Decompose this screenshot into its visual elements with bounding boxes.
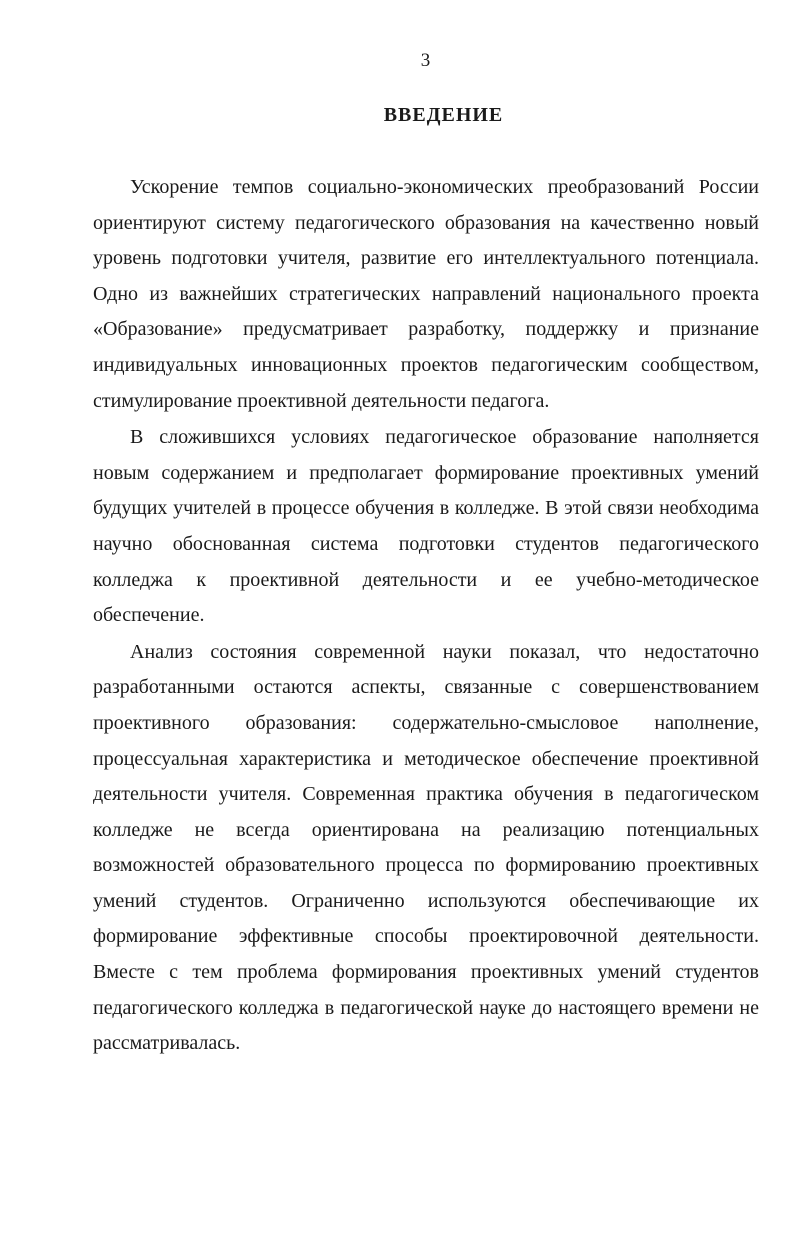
section-title: ВВЕДЕНИЕ xyxy=(383,104,504,126)
paragraph-1: Ускорение темпов социально-экономических преобразований России ориентируют систему педагогического образования на качественно новый уровень подготовки учителя, развитие его интеллектуального потенциала. Одно из важнейших стратегических направлений национального проекта «Образование» предусматривает разработку, поддержку и признание индивидуальных инновационных проектов педагогическим сообществом, стимулирование проективной деятельности педагога. xyxy=(93,176,759,412)
body-text xyxy=(93,170,759,1062)
page-number: 3 xyxy=(420,50,431,71)
paragraph-3: Анализ состояния современной науки показал, что недостаточно разработанными остаются аспекты, связанные с совершенствованием проективного образования: содержательно-смысловое наполнение, процессуальная характеристика и методическое обеспечение проективной деятельности учителя. Современная практика обучения в педагогическом колледже не всегда ориентирована на реализацию потенциальных возможностей образовательного процесса по формированию проективных умений студентов. Ограниченно используются обеспечивающие их формирование эффективные способы проектировочной деятельности. Вместе с тем проблема формирования проективных умений студентов педагогического колледжа в педагогической науке до настоящего времени не рассматривалась. xyxy=(93,640,759,1055)
paragraph-2: В сложившихся условиях педагогическое образование наполняется новым содержанием и предполагает формирование проективных умений будущих учителей в процессе обучения в колледже. В этой связи необходима научно обоснованная система подготовки студентов педагогического колледжа к проективной деятельности и ее учебно-методическое обеспечение. xyxy=(93,426,759,627)
